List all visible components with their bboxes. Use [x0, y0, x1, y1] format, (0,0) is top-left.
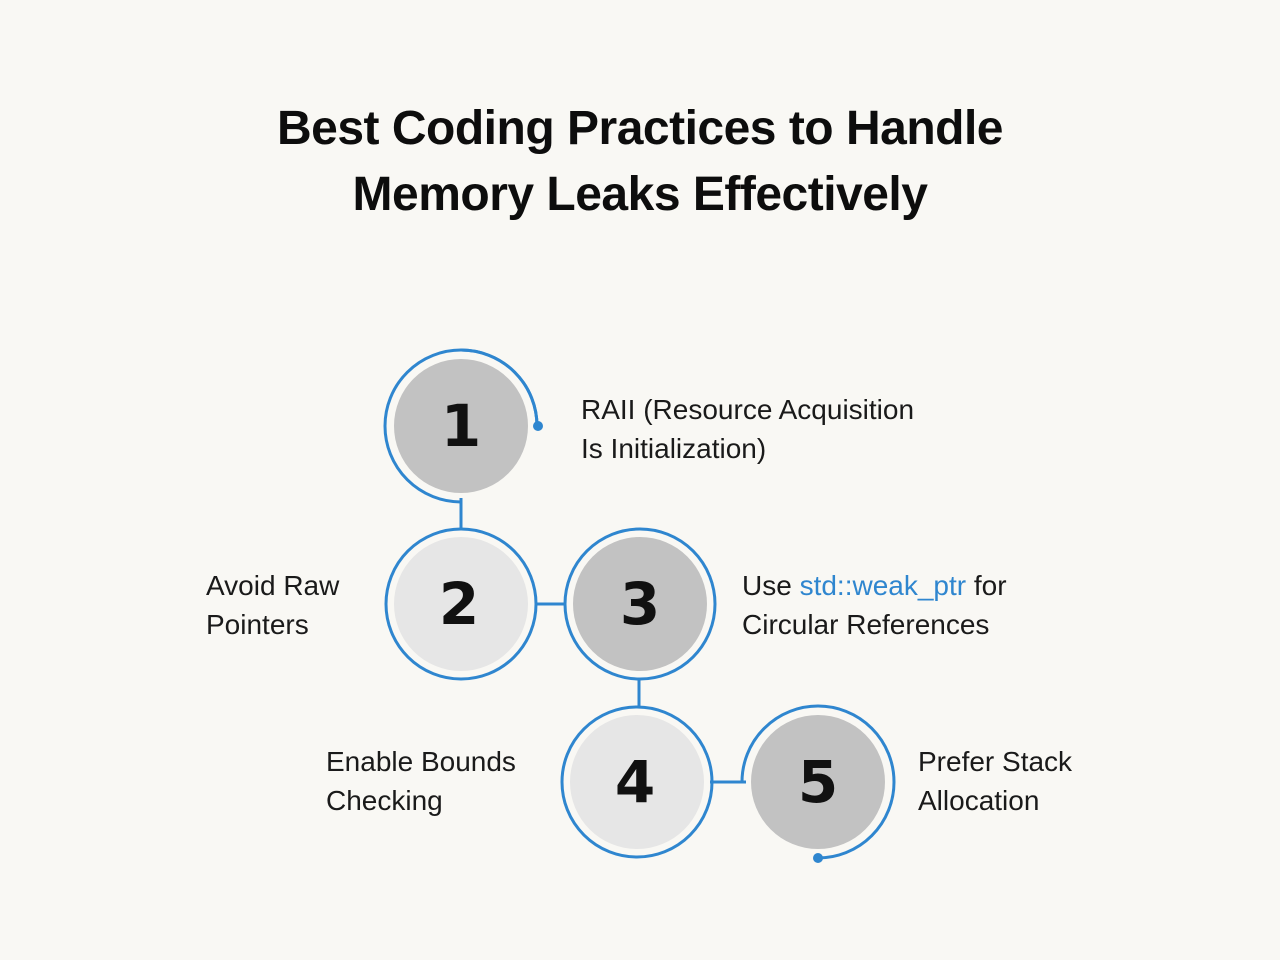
- step-4-number: 4: [614, 748, 656, 816]
- title-line-2: Memory Leaks Effectively: [352, 168, 928, 221]
- step-2-label: [206, 566, 339, 644]
- step-1-number: 1: [440, 392, 482, 460]
- step-3-label-code: std::weak_ptr: [799, 570, 967, 601]
- step-2-number: 2: [438, 570, 480, 638]
- step-5-end-dot: [813, 853, 823, 863]
- title-line-1: Best Coding Practices to Handle: [277, 102, 1003, 155]
- step-1-end-dot: [533, 421, 543, 431]
- step-4-label-line-2: Checking: [326, 785, 443, 816]
- step-5-label-line-2: Allocation: [918, 785, 1040, 816]
- step-1-label-line-1: RAII (Resource Acquisition: [581, 394, 915, 425]
- step-5-label-line-1: Prefer Stack: [918, 746, 1073, 777]
- step-2-label-line-2: Pointers: [206, 609, 309, 640]
- step-1-node: [385, 350, 543, 502]
- step-3-label-post: for: [966, 570, 1007, 601]
- step-3-label-line-2: Circular References: [742, 609, 990, 640]
- step-4-label: [326, 742, 516, 820]
- step-3-node: [565, 529, 715, 679]
- step-3-number: 3: [619, 570, 661, 638]
- step-4-label-line-1: Enable Bounds: [326, 746, 516, 777]
- step-3-label: [742, 566, 1007, 644]
- step-5-label: [918, 742, 1072, 820]
- step-3-label-line-1: [742, 566, 1007, 605]
- step-3-label-pre: Use: [742, 570, 800, 601]
- step-5-number: 5: [797, 748, 839, 816]
- step-2-node: [386, 529, 536, 679]
- step-4-node: [562, 707, 712, 857]
- step-2-label-line-1: Avoid Raw: [206, 570, 340, 601]
- step-1-label-line-2: Is Initialization): [581, 433, 767, 464]
- step-1-label: [581, 390, 914, 468]
- step-5-node: [742, 706, 894, 863]
